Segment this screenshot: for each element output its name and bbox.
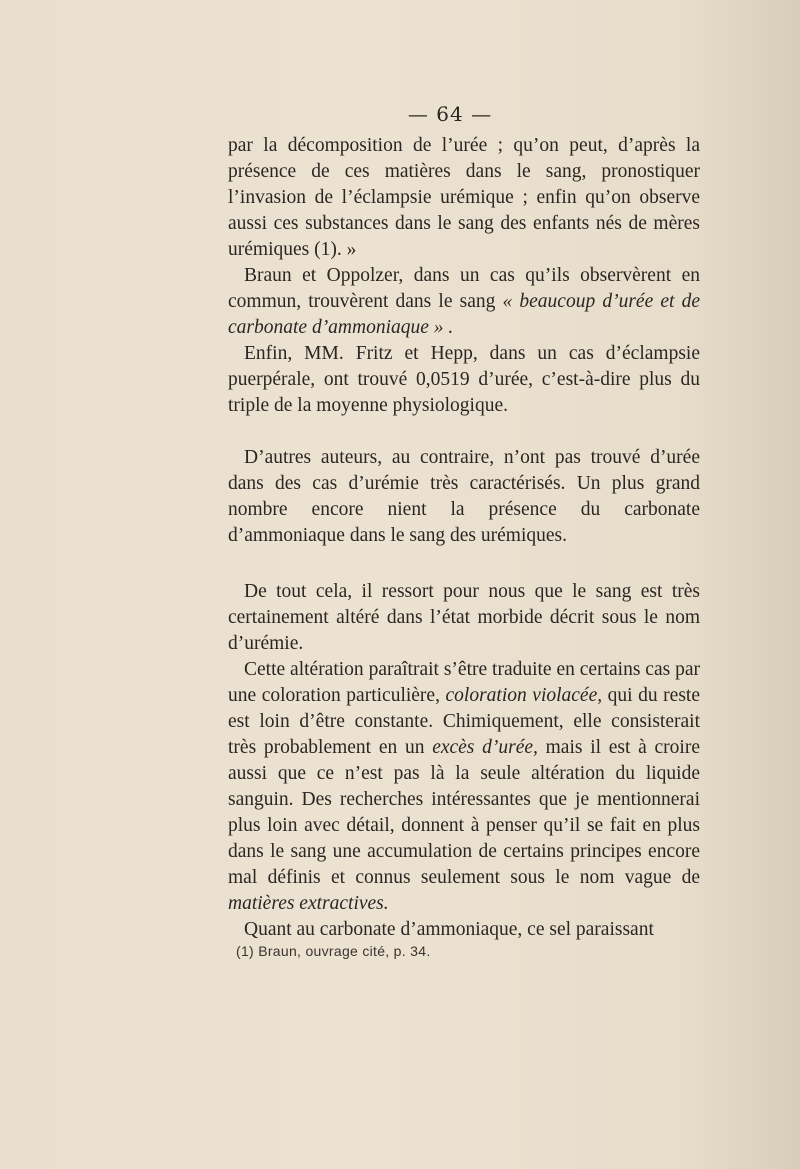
paragraph-2-text: Braun et Oppolzer, dans un cas qu’ils observèrent en commun, trouvèrent dans le sang bbox=[228, 265, 700, 312]
paragraph-6-italic-3: matières extractives. bbox=[228, 893, 389, 914]
paragraph-6-a: Cette altération paraîtrait s’être traduite en certains cas par une coloration particulière, bbox=[228, 659, 700, 706]
page-number: — 64 — bbox=[407, 102, 493, 126]
paragraph-3: Enfin, MM. Fritz et Hepp, dans un cas d’éclampsie puerpérale, ont trouvé 0,0519 d’urée, c’est-à-dire plus du triple de la moyenne physiologique. bbox=[228, 343, 700, 416]
paragraph-1: par la décomposition de l’urée ; qu’on peut, d’après la présence de ces matières dans le sang, pronostiquer l’invasion de l’éclampsie urémique ; enfin qu’on observe aussi ces substances dans le sang des enfants nés de mères urémiques (1). » bbox=[228, 135, 700, 260]
paragraph-2-quote: « beaucoup d’urée et de carbonate d’ammoniaque » . bbox=[228, 291, 701, 338]
paragraph-2 bbox=[228, 263, 700, 341]
paragraph-4: D’autres auteurs, au contraire, n’ont pas trouvé d’urée dans des cas d’urémie très caractérisés. Un plus grand nombre encore nient la présence du carbonate d’ammoniaque dans le sang des urémiques. bbox=[228, 447, 700, 546]
paragraph-5: De tout cela, il ressort pour nous que le sang est très certainement altéré dans l’état morbide décrit sous le nom d’urémie. bbox=[228, 581, 700, 654]
paragraph-6-c: mais il est à croire aussi que ce n’est pas là la seule altération du liquide sanguin. Des recherches intéressantes que je mentionnerai plus loin avec détail, donnent à penser qu’il se fait en plus dans le sang une accumulation de certains principes encore mal définis et connus seulement sous le nom vague de bbox=[228, 737, 700, 888]
footnote: (1) Braun, ouvrage cité, p. 34. bbox=[236, 943, 431, 959]
paragraph-6-italic-1: coloration violacée, bbox=[445, 685, 603, 706]
paragraph-6-italic-2: excès d’urée, bbox=[432, 737, 538, 758]
paragraph-7: Quant au carbonate d’ammoniaque, ce sel paraissant bbox=[244, 919, 654, 940]
paragraph-6 bbox=[228, 657, 700, 917]
body-text bbox=[228, 133, 700, 943]
paragraph-6-b: qui du reste est loin d’être constante. Chimiquement, elle consisterait très probablement en un bbox=[228, 685, 700, 758]
